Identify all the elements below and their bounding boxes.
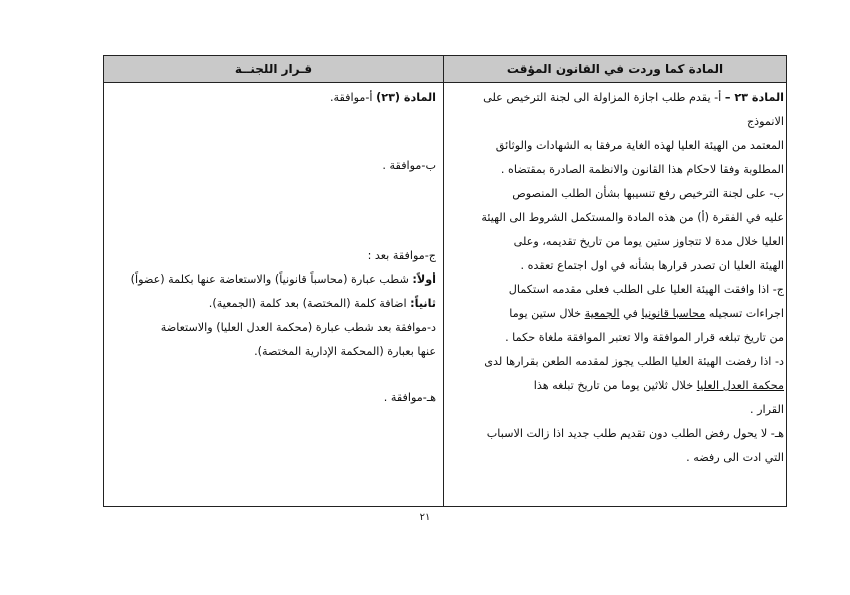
law-para-b-line1: ب- على لجنة الترخيص رفع تنسيبها بشأن الطلب المنصوص xyxy=(512,187,784,200)
comparison-table xyxy=(103,55,787,507)
spacer xyxy=(110,222,436,244)
page-number: ٢١ xyxy=(419,512,431,523)
decision-a: المادة (٢٣) أ-موافقة. xyxy=(329,91,436,104)
header-law-column: المادة كما وردت في القانون المؤقت xyxy=(506,62,724,76)
law-para-e-line1: هـ- لا يحول رفض الطلب دون تقديم طلب جديد اذا زالت الاسباب xyxy=(486,427,784,440)
law-column xyxy=(450,86,784,470)
spacer xyxy=(110,364,436,386)
spacer xyxy=(110,132,436,154)
law-para-b-line2: عليه في الفقرة (أ) من هذه المادة والمستكمل الشروط الى الهيئة xyxy=(481,211,784,224)
law-para-a-line1: المادة ٢٣ – أ- يقدم طلب اجازة المزاولة الى لجنة الترخيص على الانموذج xyxy=(483,91,784,128)
law-para-c-line3: من تاريخ تبلغه قرار الموافقة والا تعتبر الموافقة ملغاة حكما . xyxy=(505,331,784,344)
law-para-c-line2: اجراءات تسجيله محاسبا قانونيا في الجمعية خلال ستين يوما xyxy=(509,307,784,320)
spacer xyxy=(110,200,436,222)
law-para-d-line1: د- اذا رفضت الهيئة العليا الطلب يجوز لمقدمه الطعن بقرارها لدى xyxy=(484,355,784,368)
header-decision-column: قـرار اللجنــة xyxy=(234,62,313,76)
decision-d-line1: د-موافقة بعد شطب عبارة (محكمة العدل العليا) والاستعاضة xyxy=(160,321,436,334)
decision-e: هـ-موافقة . xyxy=(383,391,436,404)
decision-column xyxy=(110,86,436,410)
law-para-c-line1: ج- اذا وافقت الهيئة العليا على الطلب فعلى مقدمه استكمال xyxy=(508,283,784,296)
decision-b: ب-موافقة . xyxy=(382,159,436,172)
law-para-d-line3: القرار . xyxy=(750,403,784,416)
law-para-e-line2: التي ادت الى رفضه . xyxy=(686,451,784,464)
table-header xyxy=(104,56,786,83)
column-divider xyxy=(443,56,444,506)
law-para-b-line3: العليا خلال مدة لا تتجاوز ستين يوما من تاريخ تقديمه، وعلى xyxy=(513,235,784,248)
law-para-a-line3: المطلوبة وفقا لاحكام هذا القانون والانظمة الصادرة بمقتضاه . xyxy=(500,163,784,176)
decision-c-intro: ج-موافقة بعد : xyxy=(367,249,436,262)
spacer xyxy=(110,110,436,132)
decision-c-first: أولاً: شطب عبارة (محاسباً قانونياً) والاستعاضة عنها بكلمة (عضواً) xyxy=(130,273,436,286)
spacer xyxy=(110,178,436,200)
law-para-d-line2: محكمة العدل العليا خلال ثلاثين يوما من تاريخ تبلغه هذا xyxy=(533,379,784,392)
decision-d-line2: عنها بعبارة (المحكمة الإدارية المختصة). xyxy=(254,345,436,358)
law-para-b-line4: الهيئة العليا ان تصدر قرارها بشأنه في اول اجتماع تعقده . xyxy=(520,259,784,272)
decision-c-second: ثانياً: اضافة كلمة (المختصة) بعد كلمة (الجمعية). xyxy=(208,297,436,310)
law-para-a-line2: المعتمد من الهيئة العليا لهذه الغاية مرفقا به الشهادات والوثائق xyxy=(495,139,784,152)
